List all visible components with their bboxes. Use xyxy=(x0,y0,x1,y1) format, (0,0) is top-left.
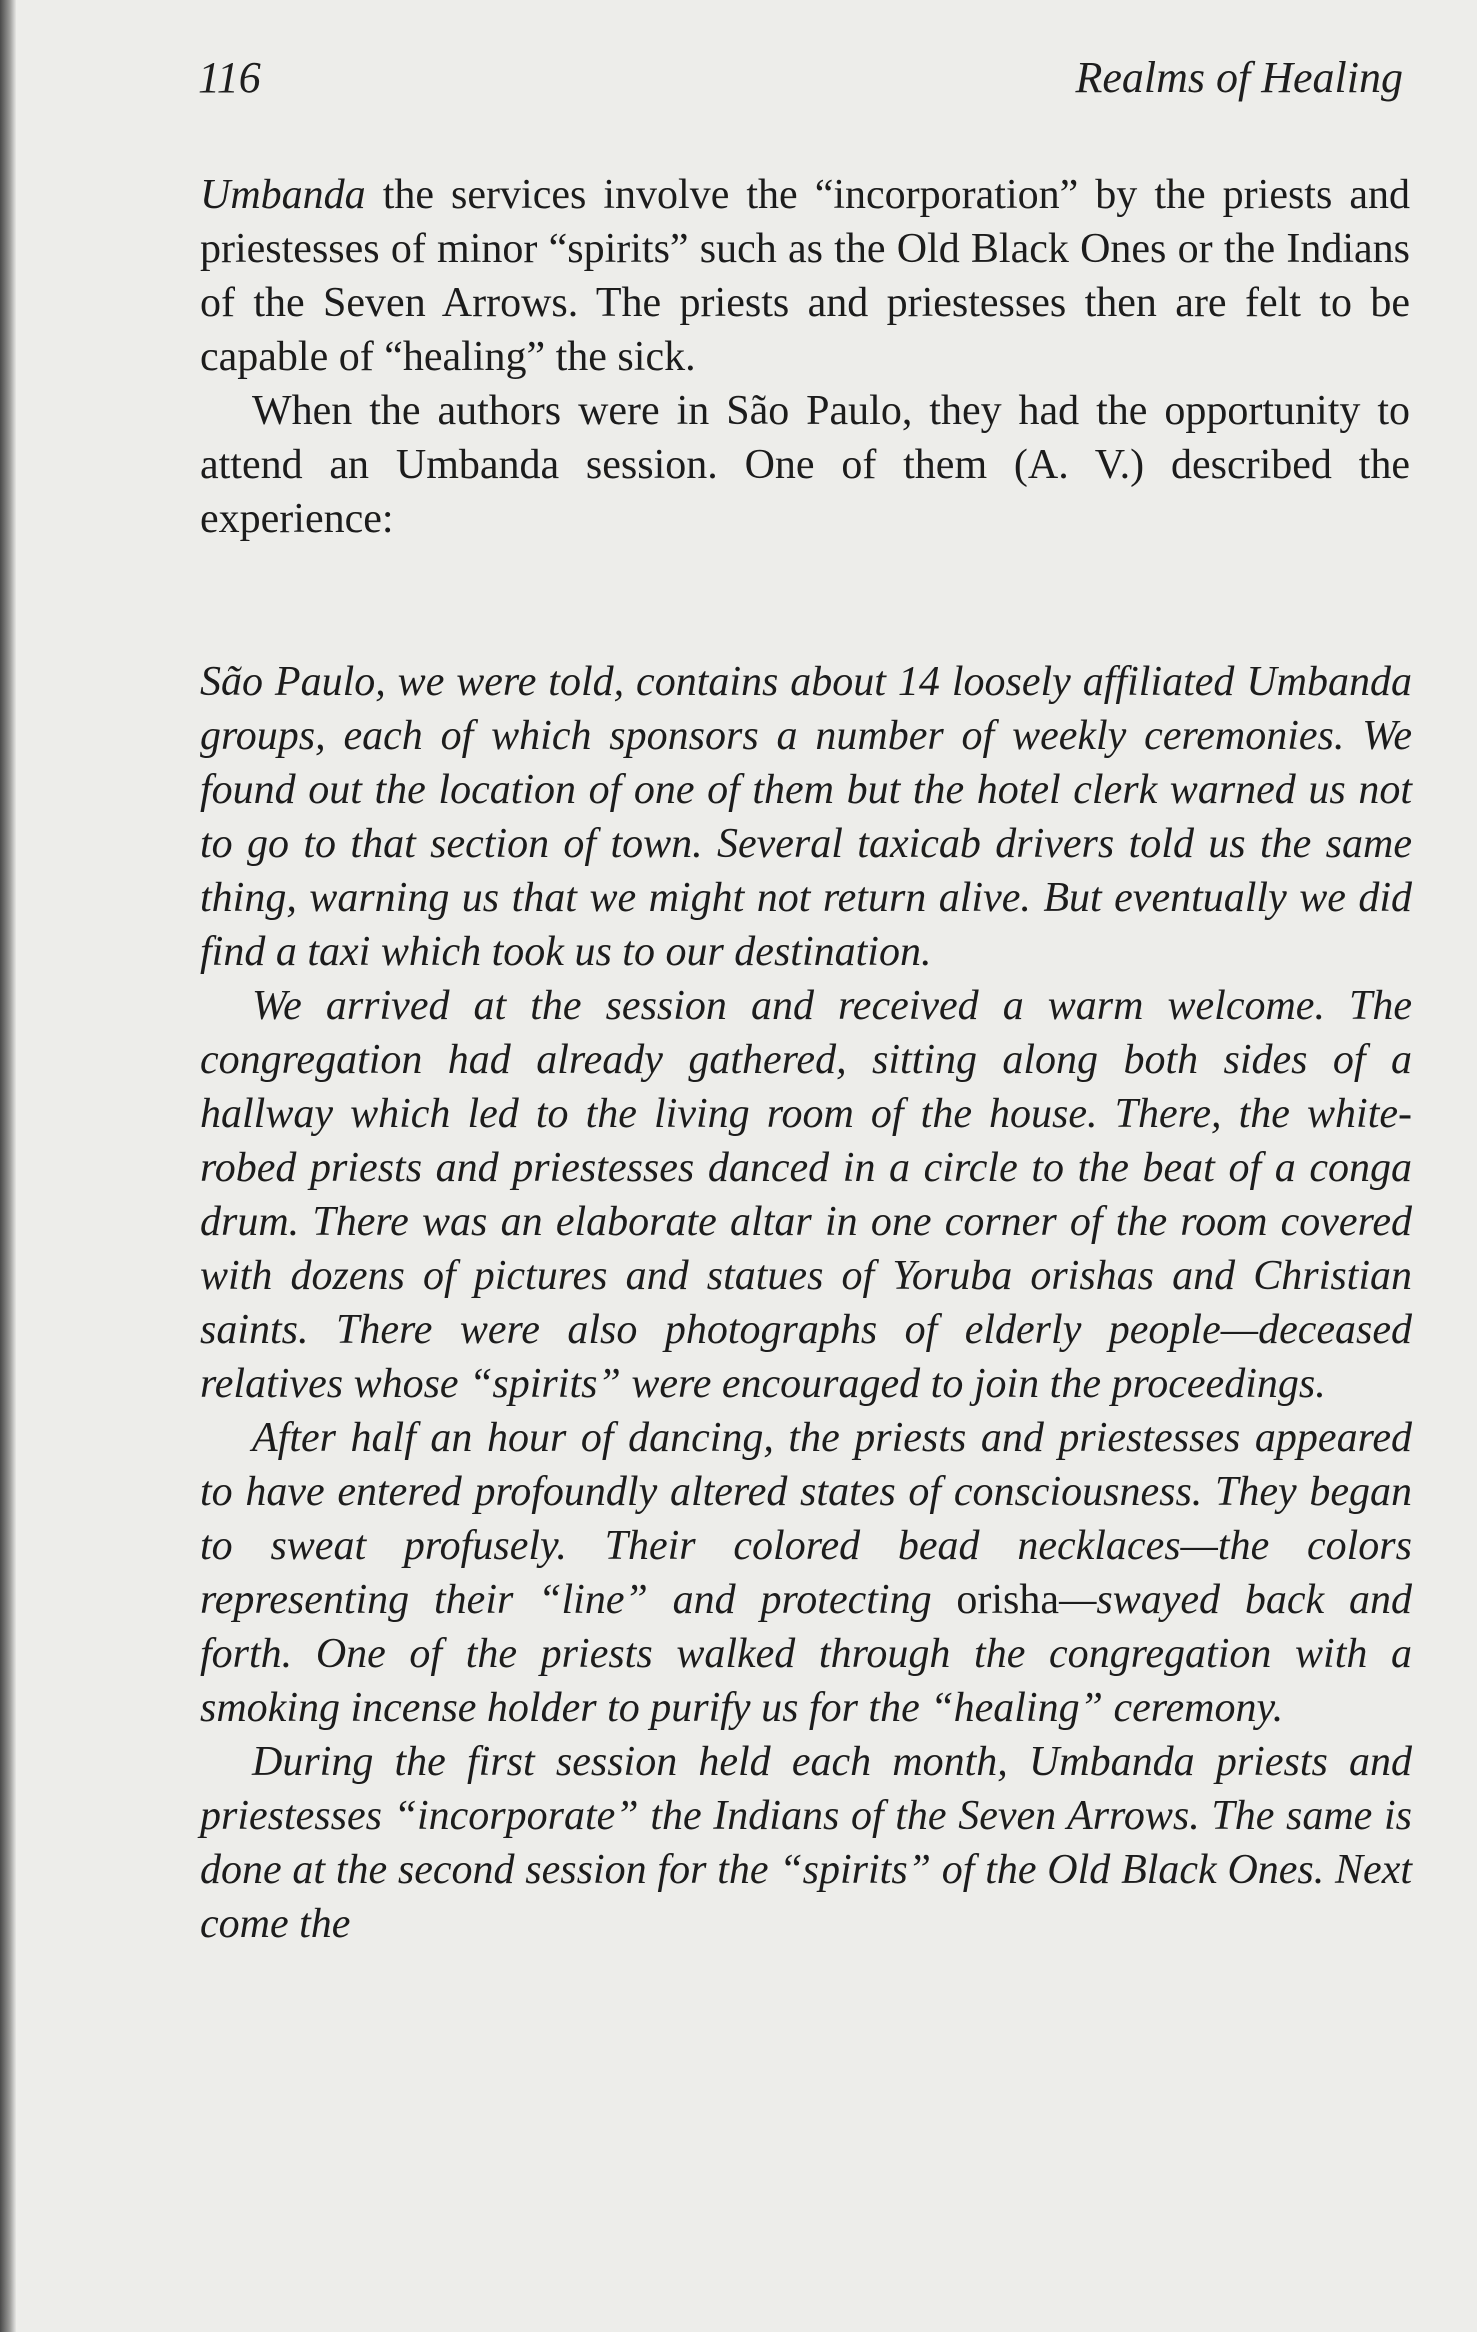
running-title: Realms of Healing xyxy=(1075,53,1403,102)
quote-paragraph: We arrived at the session and received a warm welcome. The congregation had already gathered, sitting along both sides of a hallway which led to the living room of the house. There, the white-robed priests and priestesses danced in a circle to the beat of a conga drum. There was an elaborate altar in one corner of the room covered with dozens of pictures and statues of Yoruba orishas and Christian saints. There were also photographs of elderly people—deceased relatives whose “spirits” were encouraged to join the proceedings. xyxy=(200,983,1412,1407)
quote-paragraph xyxy=(200,1411,1412,1735)
quote-paragraph: São Paulo, we were told, contains about 14 loosely affiliated Umbanda groups, each of which sponsors a number of weekly ceremonies. We found out the location of one of them but the hotel clerk warned us not to go to that section of town. Several taxicab drivers told us the same thing, warning us that we might not return alive. But eventually we did find a taxi which took us to our destination. xyxy=(200,659,1412,975)
paragraph-text: the services involve the “incorporation” by the priests and priestesses of minor “spirits” such as the Old Black Ones or the Indians of the Seven Arrows. The priests and priestesses then are felt to be capable of “healing” the sick. xyxy=(200,172,1410,380)
binding-gutter xyxy=(0,0,16,2332)
page-header xyxy=(198,52,1403,112)
upright-term: orisha xyxy=(956,1577,1060,1623)
paragraph: When the authors were in São Paulo, they had the opportunity to attend an Umbanda session. One of them (A. V.) described the experience: xyxy=(200,388,1410,542)
paragraph xyxy=(200,168,1410,384)
page-number: 116 xyxy=(198,53,261,102)
quote-text: After half an hour of dancing, the priests and priestesses appeared to have entered profoundly altered states of consciousness. They began to sweat profusely. Their colored bead necklaces—the colors representing their “line” and protecting xyxy=(200,1415,1412,1623)
italic-term: Umbanda xyxy=(200,172,366,218)
body-text xyxy=(200,168,1410,546)
quote-paragraph: During the first session held each month, Umbanda priests and priestesses “incorporate” the Indians of the Seven Arrows. The same is done at the second session for the “spirits” of the Old Black Ones. Next come the xyxy=(200,1739,1412,1947)
block-quote xyxy=(200,655,1412,1951)
quote-text: —swayed back and forth. One of the priests walked through the congregation with a smoking incense holder to purify us for the “healing” ceremony. xyxy=(200,1577,1412,1731)
